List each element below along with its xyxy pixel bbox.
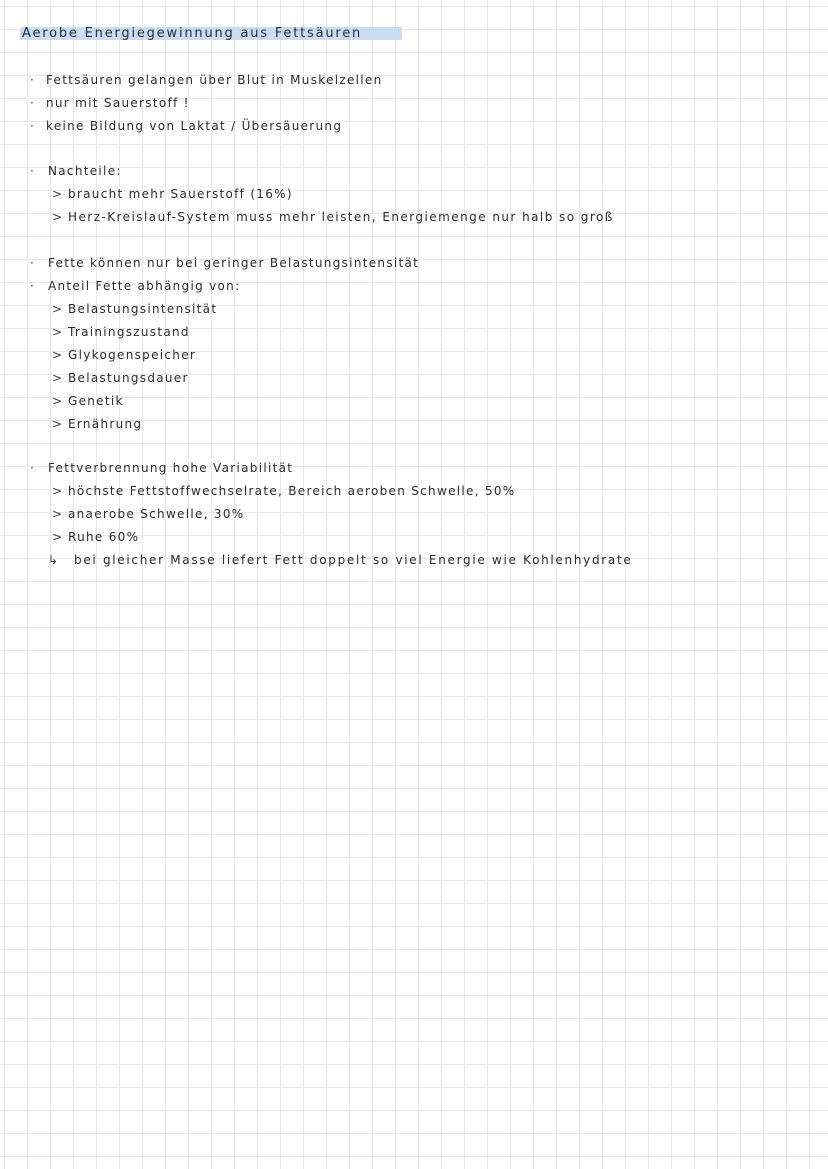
- fettverbrennung-item: > höchste Fettstoffwechselrate, Bereich aeroben Schwelle, 50%: [52, 484, 516, 498]
- bullet-dot: ·: [30, 119, 34, 133]
- page-title: Aerobe Energiegewinnung aus Fettsäuren: [22, 26, 363, 41]
- bullet-dot: ·: [30, 164, 34, 178]
- arrow-icon: >: [52, 210, 64, 224]
- bullet-dot: ·: [30, 461, 34, 475]
- note-line: Fettsäuren gelangen über Blut in Muskelzellen: [46, 73, 383, 87]
- note-line: keine Bildung von Laktat / Übersäuerung: [46, 119, 343, 133]
- note-line: Anteil Fette abhängig von:: [48, 279, 241, 293]
- bullet-dot: ·: [30, 256, 34, 270]
- factor-item: > Belastungsdauer: [52, 371, 189, 385]
- arrow-icon: >: [52, 394, 64, 408]
- factor-item: > Genetik: [52, 394, 124, 408]
- bullet-dot: ·: [30, 73, 34, 87]
- nachteile-item: > Herz-Kreislauf-System muss mehr leisten, Energiemenge nur halb so groß: [52, 210, 614, 224]
- bullet-dot: ·: [30, 96, 34, 110]
- arrow-icon: >: [52, 187, 64, 201]
- nachteile-heading: Nachteile:: [48, 164, 122, 178]
- factor-item: > Trainingszustand: [52, 325, 190, 339]
- arrow-icon: >: [52, 348, 64, 362]
- factor-item: > Glykogenspeicher: [52, 348, 197, 362]
- arrow-icon: >: [52, 507, 64, 521]
- factor-item: > Belastungsintensität: [52, 302, 218, 316]
- note-line: nur mit Sauerstoff !: [46, 96, 190, 110]
- factor-item: > Ernährung: [52, 417, 143, 431]
- hook-arrow-icon: ↳: [48, 553, 60, 567]
- fettverbrennung-item: > Ruhe 60%: [52, 530, 140, 544]
- bullet-dot: ·: [30, 279, 34, 293]
- arrow-icon: >: [52, 325, 64, 339]
- fettverbrennung-item: > anaerobe Schwelle, 30%: [52, 507, 245, 521]
- arrow-icon: >: [52, 530, 64, 544]
- arrow-icon: >: [52, 484, 64, 498]
- arrow-icon: >: [52, 417, 64, 431]
- nachteile-item: > braucht mehr Sauerstoff (16%): [52, 187, 293, 201]
- arrow-icon: >: [52, 371, 64, 385]
- conclusion-line: ↳ bei gleicher Masse liefert Fett doppelt so viel Energie wie Kohlenhydrate: [48, 553, 633, 567]
- note-line: Fette können nur bei geringer Belastungsintensität: [48, 256, 420, 270]
- fettverbrennung-heading: Fettverbrennung hohe Variabilität: [48, 461, 294, 475]
- arrow-icon: >: [52, 302, 64, 316]
